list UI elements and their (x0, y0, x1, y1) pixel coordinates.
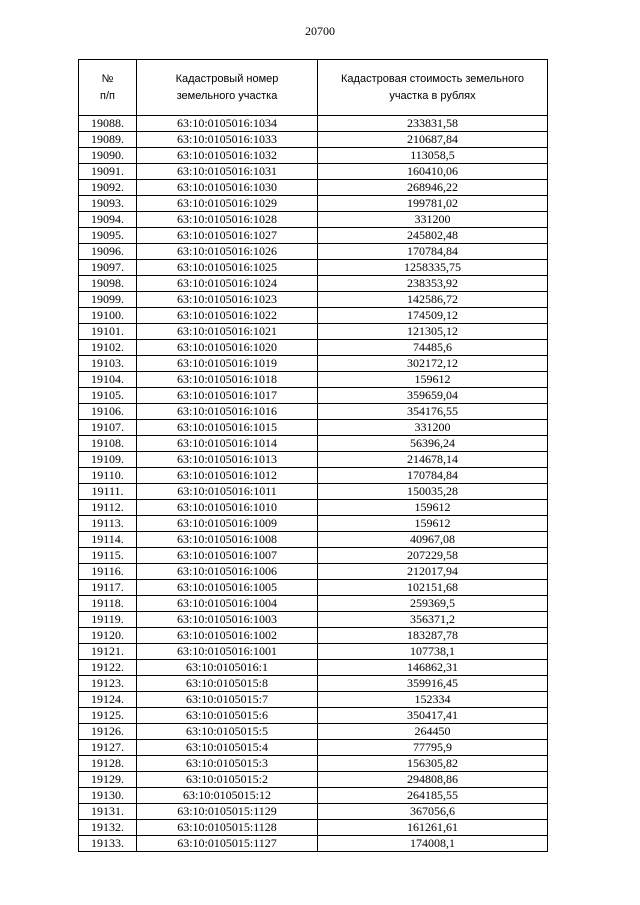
row-number-cell: 19115. (79, 548, 137, 564)
row-number-cell: 19126. (79, 724, 137, 740)
cadastral-value-cell: 113058,5 (318, 148, 548, 164)
header-value-line1: Кадастровая стоимость земельного (341, 72, 524, 85)
table-row (79, 356, 548, 372)
row-number-cell: 19095. (79, 228, 137, 244)
table-row (79, 116, 548, 132)
header-cadastral-value (318, 60, 548, 116)
row-number-cell: 19129. (79, 772, 137, 788)
header-cadastral-number (137, 60, 318, 116)
cadastral-number-cell: 63:10:0105016:1018 (137, 372, 318, 388)
table-row (79, 148, 548, 164)
cadastral-number-cell: 63:10:0105015:8 (137, 676, 318, 692)
cadastral-number-cell: 63:10:0105015:4 (137, 740, 318, 756)
cadastral-number-cell: 63:10:0105016:1025 (137, 260, 318, 276)
cadastral-number-cell: 63:10:0105016:1019 (137, 356, 318, 372)
cadastral-number-cell: 63:10:0105016:1007 (137, 548, 318, 564)
table-header-row (79, 60, 548, 116)
row-number-cell: 19133. (79, 836, 137, 852)
row-number-cell: 19118. (79, 596, 137, 612)
row-number-cell: 19127. (79, 740, 137, 756)
header-cadastral-line1: Кадастровый номер (175, 72, 279, 85)
cadastral-number-cell: 63:10:0105016:1021 (137, 324, 318, 340)
table-row (79, 564, 548, 580)
cadastral-value-cell: 77795,9 (318, 740, 548, 756)
cadastral-number-cell: 63:10:0105016:1023 (137, 292, 318, 308)
row-number-cell: 19101. (79, 324, 137, 340)
cadastral-number-cell: 63:10:0105015:6 (137, 708, 318, 724)
cadastral-value-cell: 142586,72 (318, 292, 548, 308)
cadastral-value-cell: 331200 (318, 420, 548, 436)
cadastral-value-cell: 207229,58 (318, 548, 548, 564)
table-row (79, 596, 548, 612)
cadastral-number-cell: 63:10:0105016:1014 (137, 436, 318, 452)
cadastral-number-cell: 63:10:0105016:1003 (137, 612, 318, 628)
cadastral-number-cell: 63:10:0105016:1009 (137, 516, 318, 532)
cadastral-number-cell: 63:10:0105016:1011 (137, 484, 318, 500)
row-number-cell: 19117. (79, 580, 137, 596)
cadastral-value-cell: 214678,14 (318, 452, 548, 468)
cadastral-value-cell: 161261,61 (318, 820, 548, 836)
table-row (79, 692, 548, 708)
table-row (79, 420, 548, 436)
table-row (79, 308, 548, 324)
cadastral-number-cell: 63:10:0105016:1024 (137, 276, 318, 292)
cadastral-value-cell: 159612 (318, 372, 548, 388)
cadastral-value-cell: 174008,1 (318, 836, 548, 852)
cadastral-value-cell: 350417,41 (318, 708, 548, 724)
table-row (79, 324, 548, 340)
cadastral-number-cell: 63:10:0105016:1026 (137, 244, 318, 260)
row-number-cell: 19122. (79, 660, 137, 676)
cadastral-value-cell: 259369,5 (318, 596, 548, 612)
table-row (79, 532, 548, 548)
cadastral-value-cell: 183287,78 (318, 628, 548, 644)
cadastral-value-cell: 331200 (318, 212, 548, 228)
cadastral-number-cell: 63:10:0105016:1016 (137, 404, 318, 420)
table-row (79, 340, 548, 356)
row-number-cell: 19119. (79, 612, 137, 628)
row-number-cell: 19100. (79, 308, 137, 324)
table-row (79, 836, 548, 852)
table-row (79, 724, 548, 740)
cadastral-number-cell: 63:10:0105016:1 (137, 660, 318, 676)
cadastral-number-cell: 63:10:0105016:1001 (137, 644, 318, 660)
row-number-cell: 19106. (79, 404, 137, 420)
table-row (79, 164, 548, 180)
cadastral-number-cell: 63:10:0105015:2 (137, 772, 318, 788)
cadastral-value-cell: 170784,84 (318, 244, 548, 260)
cadastral-number-cell: 63:10:0105016:1013 (137, 452, 318, 468)
row-number-cell: 19132. (79, 820, 137, 836)
cadastral-number-cell: 63:10:0105015:1127 (137, 836, 318, 852)
cadastral-value-cell: 238353,92 (318, 276, 548, 292)
table-row (79, 580, 548, 596)
table-row (79, 132, 548, 148)
cadastral-value-cell: 156305,82 (318, 756, 548, 772)
table-row (79, 644, 548, 660)
row-number-cell: 19104. (79, 372, 137, 388)
cadastral-value-cell: 294808,86 (318, 772, 548, 788)
cadastral-number-cell: 63:10:0105016:1010 (137, 500, 318, 516)
header-number-abbrev: п/п (100, 89, 115, 102)
table-row (79, 180, 548, 196)
cadastral-number-cell: 63:10:0105016:1002 (137, 628, 318, 644)
row-number-cell: 19128. (79, 756, 137, 772)
header-number-sign: № (101, 72, 114, 85)
cadastral-value-table (78, 59, 548, 852)
cadastral-number-cell: 63:10:0105016:1031 (137, 164, 318, 180)
cadastral-value-cell: 107738,1 (318, 644, 548, 660)
cadastral-number-cell: 63:10:0105015:1128 (137, 820, 318, 836)
cadastral-number-cell: 63:10:0105015:7 (137, 692, 318, 708)
row-number-cell: 19103. (79, 356, 137, 372)
row-number-cell: 19113. (79, 516, 137, 532)
row-number-cell: 19125. (79, 708, 137, 724)
row-number-cell: 19121. (79, 644, 137, 660)
table-row (79, 820, 548, 836)
cadastral-number-cell: 63:10:0105016:1027 (137, 228, 318, 244)
table-row (79, 740, 548, 756)
cadastral-number-cell: 63:10:0105015:3 (137, 756, 318, 772)
cadastral-number-cell: 63:10:0105015:1129 (137, 804, 318, 820)
table-row (79, 772, 548, 788)
cadastral-value-cell: 302172,12 (318, 356, 548, 372)
cadastral-number-cell: 63:10:0105016:1029 (137, 196, 318, 212)
cadastral-value-cell: 74485,6 (318, 340, 548, 356)
cadastral-value-cell: 159612 (318, 516, 548, 532)
cadastral-value-cell: 40967,08 (318, 532, 548, 548)
cadastral-number-cell: 63:10:0105016:1012 (137, 468, 318, 484)
cadastral-number-cell: 63:10:0105016:1022 (137, 308, 318, 324)
row-number-cell: 19092. (79, 180, 137, 196)
row-number-cell: 19089. (79, 132, 137, 148)
table-row (79, 196, 548, 212)
row-number-cell: 19120. (79, 628, 137, 644)
row-number-cell: 19091. (79, 164, 137, 180)
table-row (79, 628, 548, 644)
table-row (79, 404, 548, 420)
table-body (79, 116, 548, 852)
table-row (79, 660, 548, 676)
row-number-cell: 19123. (79, 676, 137, 692)
cadastral-value-cell: 121305,12 (318, 324, 548, 340)
table-row (79, 436, 548, 452)
cadastral-value-cell: 199781,02 (318, 196, 548, 212)
cadastral-value-cell: 210687,84 (318, 132, 548, 148)
table-row (79, 708, 548, 724)
cadastral-value-cell: 233831,58 (318, 116, 548, 132)
cadastral-value-cell: 146862,31 (318, 660, 548, 676)
table-row (79, 228, 548, 244)
table-row (79, 388, 548, 404)
table-row (79, 260, 548, 276)
cadastral-value-cell: 356371,2 (318, 612, 548, 628)
cadastral-number-cell: 63:10:0105016:1005 (137, 580, 318, 596)
cadastral-value-cell: 160410,06 (318, 164, 548, 180)
row-number-cell: 19116. (79, 564, 137, 580)
row-number-cell: 19088. (79, 116, 137, 132)
table-row (79, 804, 548, 820)
cadastral-number-cell: 63:10:0105016:1030 (137, 180, 318, 196)
cadastral-value-cell: 56396,24 (318, 436, 548, 452)
row-number-cell: 19097. (79, 260, 137, 276)
cadastral-number-cell: 63:10:0105016:1015 (137, 420, 318, 436)
cadastral-value-cell: 150035,28 (318, 484, 548, 500)
table-row (79, 500, 548, 516)
row-number-cell: 19109. (79, 452, 137, 468)
cadastral-value-cell: 245802,48 (318, 228, 548, 244)
table-row (79, 516, 548, 532)
cadastral-value-cell: 170784,84 (318, 468, 548, 484)
row-number-cell: 19111. (79, 484, 137, 500)
row-number-cell: 19110. (79, 468, 137, 484)
row-number-cell: 19108. (79, 436, 137, 452)
cadastral-number-cell: 63:10:0105016:1033 (137, 132, 318, 148)
cadastral-number-cell: 63:10:0105016:1020 (137, 340, 318, 356)
table-row (79, 276, 548, 292)
table-row (79, 612, 548, 628)
row-number-cell: 19096. (79, 244, 137, 260)
table-row (79, 756, 548, 772)
cadastral-value-cell: 264185,55 (318, 788, 548, 804)
table-row (79, 676, 548, 692)
row-number-cell: 19093. (79, 196, 137, 212)
cadastral-value-cell: 1258335,75 (318, 260, 548, 276)
row-number-cell: 19099. (79, 292, 137, 308)
header-value-line2: участка в рублях (389, 89, 476, 102)
cadastral-value-cell: 359659,04 (318, 388, 548, 404)
cadastral-number-cell: 63:10:0105016:1006 (137, 564, 318, 580)
cadastral-value-cell: 268946,22 (318, 180, 548, 196)
cadastral-number-cell: 63:10:0105016:1008 (137, 532, 318, 548)
cadastral-number-cell: 63:10:0105016:1032 (137, 148, 318, 164)
row-number-cell: 19114. (79, 532, 137, 548)
table-row (79, 788, 548, 804)
row-number-cell: 19124. (79, 692, 137, 708)
header-cadastral-line2: земельного участка (176, 89, 278, 102)
cadastral-value-cell: 367056,6 (318, 804, 548, 820)
table-row (79, 468, 548, 484)
row-number-cell: 19107. (79, 420, 137, 436)
page-number: 20700 (305, 24, 335, 38)
table-row (79, 292, 548, 308)
row-number-cell: 19098. (79, 276, 137, 292)
row-number-cell: 19094. (79, 212, 137, 228)
header-row-number (79, 60, 137, 116)
table-row (79, 212, 548, 228)
cadastral-number-cell: 63:10:0105016:1034 (137, 116, 318, 132)
cadastral-value-cell: 159612 (318, 500, 548, 516)
row-number-cell: 19112. (79, 500, 137, 516)
table-row (79, 372, 548, 388)
cadastral-value-cell: 174509,12 (318, 308, 548, 324)
cadastral-number-cell: 63:10:0105015:5 (137, 724, 318, 740)
cadastral-value-cell: 152334 (318, 692, 548, 708)
cadastral-number-cell: 63:10:0105015:12 (137, 788, 318, 804)
cadastral-value-cell: 359916,45 (318, 676, 548, 692)
row-number-cell: 19102. (79, 340, 137, 356)
cadastral-value-cell: 102151,68 (318, 580, 548, 596)
table-row (79, 244, 548, 260)
row-number-cell: 19131. (79, 804, 137, 820)
table-row (79, 484, 548, 500)
row-number-cell: 19090. (79, 148, 137, 164)
row-number-cell: 19105. (79, 388, 137, 404)
cadastral-value-cell: 354176,55 (318, 404, 548, 420)
cadastral-number-cell: 63:10:0105016:1028 (137, 212, 318, 228)
cadastral-value-cell: 264450 (318, 724, 548, 740)
cadastral-number-cell: 63:10:0105016:1017 (137, 388, 318, 404)
cadastral-value-cell: 212017,94 (318, 564, 548, 580)
cadastral-number-cell: 63:10:0105016:1004 (137, 596, 318, 612)
row-number-cell: 19130. (79, 788, 137, 804)
table-row (79, 548, 548, 564)
table-row (79, 452, 548, 468)
